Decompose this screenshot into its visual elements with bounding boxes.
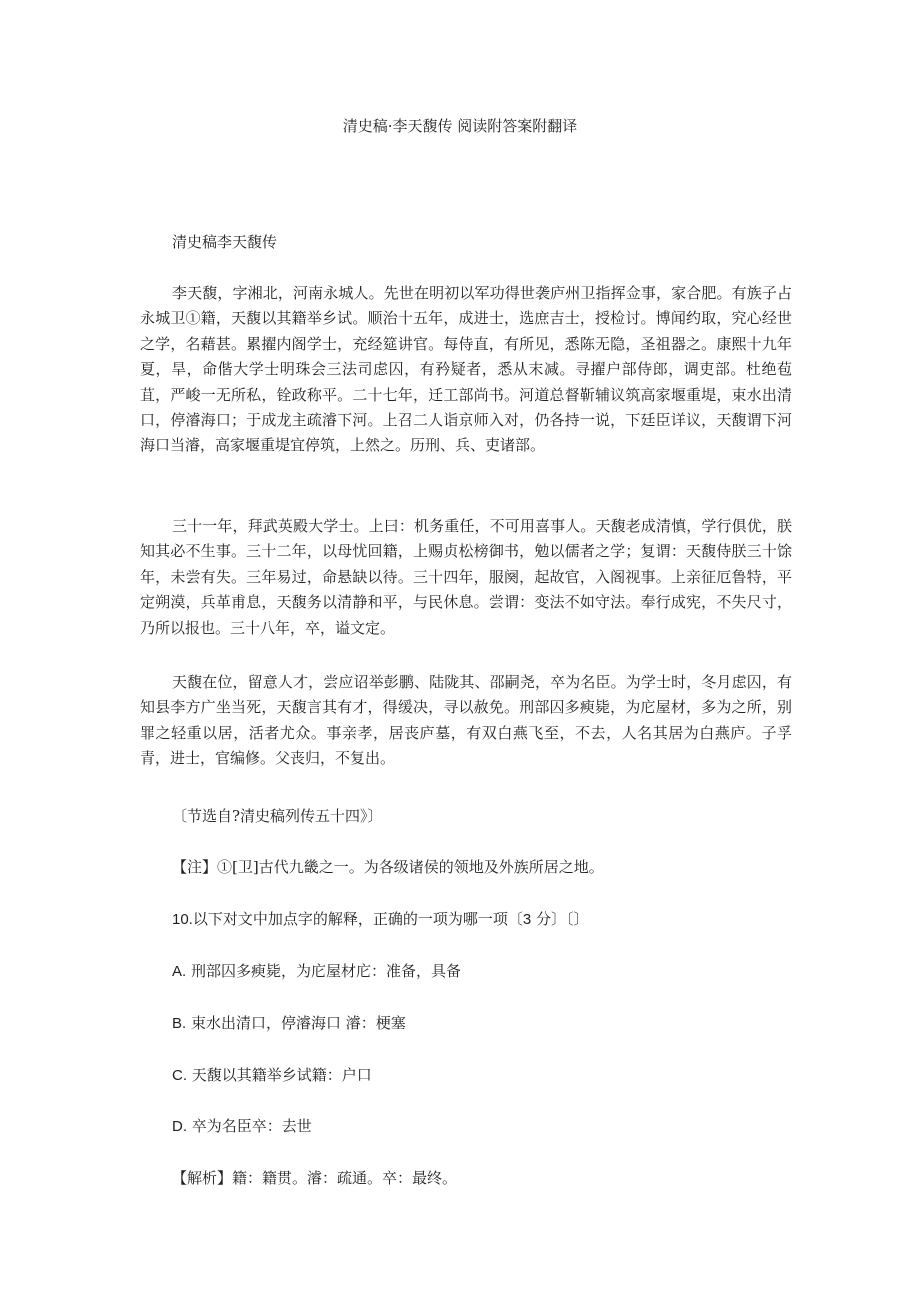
option-letter: A. (172, 963, 187, 980)
option-letter: D. (172, 1118, 187, 1135)
option-letter: C. (172, 1067, 187, 1084)
option-d (172, 1116, 792, 1137)
article-heading: 清史稿李天馥传 (172, 233, 278, 251)
paragraph-2: 三十一年，拜武英殿大学士。上曰：机务重任，不可用喜事人。天馥老成清慎，学行俱优，朕知其必不生事。三十二年，以母忧回籍，上赐贞松榜御书，勉以儒者之学；复谓：天馥侍朕三十馀年，未尝有失。三年易过，命悬缺以待。三十四年，服阕，起故官，入阁视事。上亲征厄鲁特，平定朔漠，兵革甫息，天馥务以清静和平，与民休息。尝谓：变法不如守法。奉行成宪，不失尺寸，乃所以报也。三十八年，卒，谥文定。 (140, 517, 792, 637)
option-text: 束水出清口，停濬海口 濬：梗塞 (190, 1014, 406, 1032)
footnote: 【注】①[卫]古代九畿之一。为各级诸侯的领地及外族所居之地。 (172, 858, 604, 876)
option-c (172, 1065, 792, 1086)
source-citation: 〔节选自?清史稿列传五十四》〕 (172, 807, 383, 825)
question-points: 3 (522, 911, 532, 928)
document-title: 清史稿·李天馥传 阅读附答案附翻译 (342, 117, 578, 135)
paragraph-1: 李天馥，字湘北，河南永城人。先世在明初以军功得世袭庐州卫指挥佥事，家合肥。有族子占永城卫①籍，天馥以其籍举乡试。顺治十五年，成进士，选庶吉士，授检讨。博闻约取，究心经世之学，名藉甚。累擢内阁学士，充经筵讲官。每侍直，有所见，悉陈无隐，圣祖器之。康熙十九年夏，旱，命偕大学士明珠会三法司虑囚，有矜疑者，悉从末减。寻擢户部侍郎，调吏部。杜绝苞苴，严峻一无所私，铨政称平。二十七年，迁工部尚书。河道总督靳辅议筑高家堰重堤，束水出清口，停濬海口；于成龙主疏濬下河。上召二人诣京师入对，仍各持一说，下廷臣详议，天馥谓下河海口当濬，高家堰重堤宜停筑，上然之。历刑、兵、吏诸部。 (140, 284, 792, 455)
option-letter: B. (172, 1015, 187, 1032)
option-text: 卒为名臣卒：去世 (191, 1117, 312, 1135)
option-text: 天馥以其籍举乡试籍：户口 (191, 1066, 372, 1084)
option-a (172, 961, 792, 982)
question-number: 10. (172, 911, 193, 928)
question-text: 以下对文中加点字的解释，正确的一项为哪一项〔 (192, 910, 523, 928)
option-b (172, 1013, 792, 1034)
analysis: 【解析】籍：籍贯。濬：疏通。卒：最终。 (172, 1169, 458, 1187)
paragraph-3: 天馥在位，留意人才，尝应诏举彭鹏、陆陇其、邵嗣尧，卒为名臣。为学士时，冬月虑囚，有知县李方广坐当死，天馥言其有才，得缓决，寻以赦免。刑部囚多瘐毙，为庀屋材，多为之所，别罪之轻重以居，活者尤众。事亲孝，居丧庐墓，有双白燕飞至，不去，人名其居为白燕庐。子孚青，进士，官编修。父丧归，不复出。 (140, 673, 792, 768)
question-text-end: 分〕〔〕 (531, 910, 589, 928)
question-10 (172, 909, 792, 930)
option-text: 刑部囚多瘐毙，为庀屋材庀：准备，具备 (190, 962, 461, 980)
